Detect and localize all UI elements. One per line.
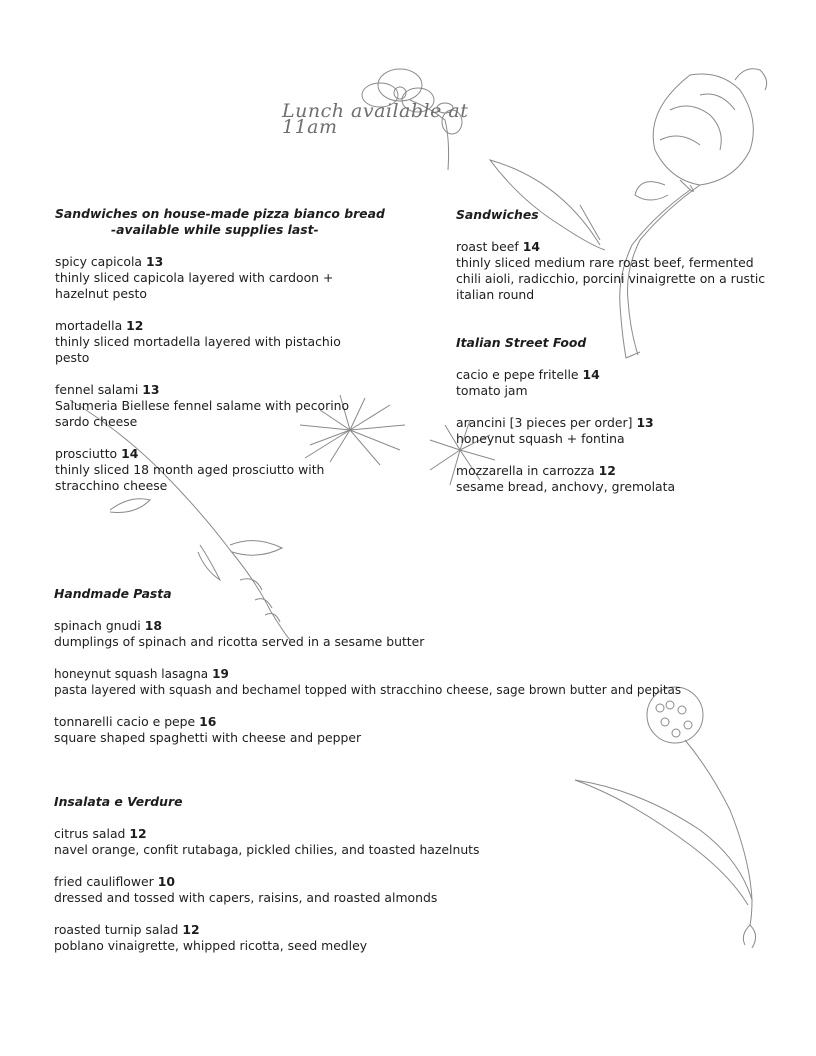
item-description: Salumeria Biellese fennel salame with pecorino bbox=[55, 398, 350, 413]
item-price: 13 bbox=[142, 382, 160, 397]
item-name: roasted turnip salad bbox=[54, 922, 179, 937]
item-description: italian round bbox=[456, 287, 535, 302]
menu-item bbox=[54, 618, 424, 650]
section-heading-street-food: Italian Street Food bbox=[456, 335, 587, 350]
section-subheading: -available while supplies last- bbox=[111, 222, 319, 237]
menu-item bbox=[456, 367, 600, 399]
section-heading-insalata: Insalata e Verdure bbox=[54, 794, 183, 809]
item-description: hazelnut pesto bbox=[55, 286, 147, 301]
herb-sprig-illustration bbox=[70, 400, 290, 640]
item-price: 18 bbox=[144, 618, 162, 633]
section-heading-sandwiches: Sandwiches bbox=[456, 207, 539, 222]
section-heading-text: Sandwiches on house-made pizza bianco bread bbox=[55, 206, 385, 221]
menu-item bbox=[54, 826, 479, 858]
item-price: 14 bbox=[121, 446, 139, 461]
item-name: fennel salami bbox=[55, 382, 139, 397]
item-price: 13 bbox=[146, 254, 164, 269]
menu-item bbox=[456, 463, 675, 495]
item-name: tonnarelli cacio e pepe bbox=[54, 714, 196, 729]
item-description: poblano vinaigrette, whipped ricotta, seed medley bbox=[54, 938, 368, 953]
item-price: 14 bbox=[582, 367, 600, 382]
item-description: thinly sliced 18 month aged prosciutto with bbox=[55, 462, 325, 477]
item-name: prosciutto bbox=[55, 446, 118, 461]
item-price: 10 bbox=[157, 874, 175, 889]
item-name: fried cauliflower bbox=[54, 874, 154, 889]
item-description: navel orange, confit rutabaga, pickled chilies, and toasted hazelnuts bbox=[54, 842, 480, 857]
section-heading-pasta: Handmade Pasta bbox=[54, 586, 172, 601]
item-price: 19 bbox=[212, 667, 229, 681]
item-description: tomato jam bbox=[456, 383, 528, 398]
menu-item bbox=[456, 239, 765, 303]
menu-item bbox=[55, 382, 349, 430]
menu-item bbox=[54, 714, 361, 746]
item-name: spinach gnudi bbox=[54, 618, 141, 633]
item-description: dumplings of spinach and ricotta served in a sesame butter bbox=[54, 634, 425, 649]
allium-illustration bbox=[575, 687, 756, 948]
item-description: sardo cheese bbox=[55, 414, 138, 429]
item-name: honeynut squash lasagna bbox=[54, 667, 209, 681]
item-price: 12 bbox=[129, 826, 147, 841]
item-description: pasta layered with squash and bechamel topped with stracchino cheese, sage brown butter and pepitas bbox=[54, 683, 682, 697]
menu-item bbox=[55, 446, 324, 494]
menu-item bbox=[54, 922, 367, 954]
page-title: Lunch available at 11am bbox=[282, 100, 469, 138]
section-heading-bianco-sandwiches bbox=[55, 206, 385, 238]
item-description: stracchino cheese bbox=[55, 478, 168, 493]
item-price: 16 bbox=[199, 714, 217, 729]
item-description: pesto bbox=[55, 350, 90, 365]
menu-item bbox=[55, 318, 341, 366]
item-description: honeynut squash + fontina bbox=[456, 431, 625, 446]
item-description: square shaped spaghetti with cheese and pepper bbox=[54, 730, 362, 745]
menu-item bbox=[54, 874, 437, 906]
item-price: 12 bbox=[598, 463, 616, 478]
item-name: mozzarella in carrozza bbox=[456, 463, 595, 478]
item-description: thinly sliced medium rare roast beef, fermented bbox=[456, 255, 754, 270]
item-description: chili aioli, radicchio, porcini vinaigrette on a rustic bbox=[456, 271, 766, 286]
item-price: 14 bbox=[522, 239, 540, 254]
item-price: 12 bbox=[182, 922, 200, 937]
item-name: citrus salad bbox=[54, 826, 126, 841]
item-name: cacio e pepe fritelle bbox=[456, 367, 579, 382]
item-price: 12 bbox=[126, 318, 144, 333]
item-description: dressed and tossed with capers, raisins, and roasted almonds bbox=[54, 890, 438, 905]
item-description: sesame bread, anchovy, gremolata bbox=[456, 479, 676, 494]
item-description: thinly sliced mortadella layered with pistachio bbox=[55, 334, 341, 349]
item-name: spicy capicola bbox=[55, 254, 142, 269]
menu-item bbox=[456, 415, 654, 447]
item-description: thinly sliced capicola layered with cardoon + bbox=[55, 270, 334, 285]
menu-item bbox=[55, 254, 333, 302]
menu-item bbox=[54, 666, 681, 698]
item-name: mortadella bbox=[55, 318, 123, 333]
item-name: roast beef bbox=[456, 239, 519, 254]
item-name: arancini [3 pieces per order] bbox=[456, 415, 633, 430]
item-price: 13 bbox=[636, 415, 654, 430]
